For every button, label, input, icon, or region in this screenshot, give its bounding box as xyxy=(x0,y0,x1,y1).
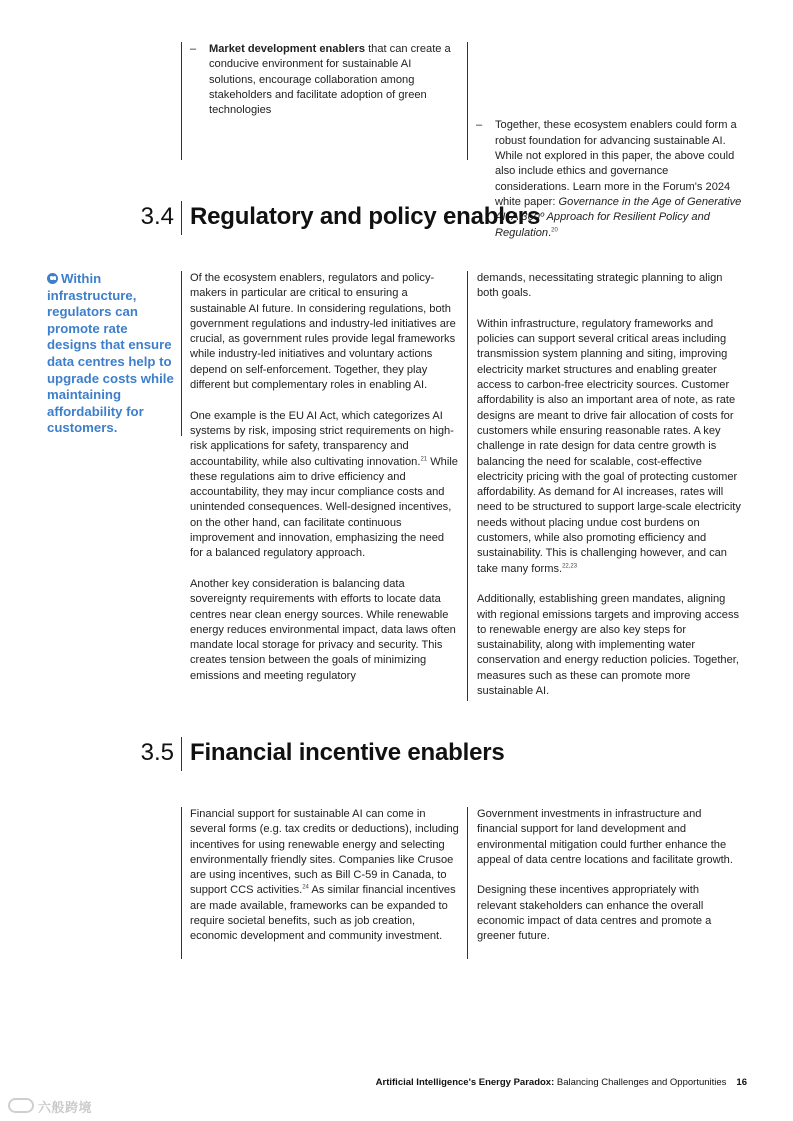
section-34-column-rule xyxy=(467,271,468,701)
section-35-title: Financial incentive enablers xyxy=(190,739,505,766)
watermark xyxy=(8,1097,92,1116)
section-34-title: Regulatory and policy enablers xyxy=(190,203,541,230)
bullet-bold-lead: Market development enablers xyxy=(209,43,365,55)
section-34-column-2 xyxy=(477,271,745,699)
section-34-heading-rule xyxy=(181,201,182,235)
paragraph: Designing these incentives appropriately with relevant stakeholders can enhance the overall economic impact of data centres and promote a greener future. xyxy=(477,884,712,943)
paragraph: Additionally, establishing green mandates, aligning with regional emissions targets and improving access to renewable energy are also key steps for sustainability, along with implementing water conservation and energy reduction policies. Together, measures such as these can promote more sustainable AI. xyxy=(477,593,740,698)
watermark-text: 六般跨境 xyxy=(38,1100,93,1115)
paragraph: Another key consideration is balancing data sovereignty requirements with efforts to locate data centres near clean energy sources. While renewable energy reduces environmental impact, data laws often mandate local storage for privacy and security. This creates tension between the goals of minimizing emissions and meeting regulatory xyxy=(190,577,456,682)
section-35-column-2 xyxy=(477,807,735,945)
section-35-number: 3.5 xyxy=(140,739,174,766)
page-number: 16 xyxy=(736,1077,747,1088)
quote-icon xyxy=(47,273,58,284)
paragraph: Financial support for sustainable AI can come in several forms (e.g. tax credits or deductions), including incentives for using renewable energy and selecting environmentally friendly sites. Companies like Crusoe are using incentives, such as Bill C-59 in Canada, to support CCS activities.$^{24}$ As similar financial incentives are made available, frameworks can be expanded to require societal benefits, such as job creation, economic development and community investment. xyxy=(190,808,459,943)
footnote-ref: 24 xyxy=(302,884,309,891)
callout-rule xyxy=(181,271,182,436)
footnote-ref: 21 xyxy=(420,455,428,462)
bullet-dash: – xyxy=(476,119,483,132)
section-35-left-rule xyxy=(181,807,182,959)
whitepaper-title: Governance in the Age of Generative AI: A 360º Approach for Resilient Policy and Regulation xyxy=(495,195,742,239)
footnote-ref: 20 xyxy=(551,226,558,233)
market-development-bullet xyxy=(181,42,461,118)
pull-quote xyxy=(47,271,175,437)
page-footer xyxy=(376,1077,747,1088)
footer-title-bold: Artificial Intelligence's Energy Paradox: xyxy=(375,1077,555,1088)
logo-mark-icon xyxy=(8,1098,34,1113)
pull-quote-text: Within infrastructure, regulators can promote rate designs that ensure data centres help to upgrade costs while maintaining affordability for customers. xyxy=(47,271,174,436)
bullet-dash: – xyxy=(190,43,197,55)
bullet-text: Together, these ecosystem enablers could form a robust foundation for advancing sustainable AI. While not explored in this paper, the above could also include ethics and governance considerations. Learn more in the Forum's 2024 white paper: xyxy=(495,119,737,208)
paragraph: demands, necessitating strategic planning to align both goals. xyxy=(477,272,723,300)
footer-title-rest: Balancing Challenges and Opportunities xyxy=(554,1077,727,1088)
section-34-column-1 xyxy=(190,271,460,684)
section-35-column-rule xyxy=(467,807,468,959)
bullet-text: that can create a conducive environment for sustainable AI solutions, encourage collaboration among stakeholders and facilitate adoption of green technologies xyxy=(209,43,451,117)
paragraph: Within infrastructure, regulatory frameworks and policies can support several critical areas including transmission system planning and siting, improving electricity market structures and enabling greater access to carbon-free electricity sources. Customer affordability is also an important area of note, as rate designs are meant to drive fair allocation of costs for customers while ensuring reasonable rates. A key challenge in rate design for data centre growth is balancing the need for scalable, cost-effective electricity pricing with the goal of protecting customer affordability. As demand for AI increases, rates will need to be structured to support large-scale electricity needs without placing undue cost burdens on customers, while also promoting efficiency and sustainability. This is challenging however, and can take many forms.$^{22,23}$ xyxy=(477,317,741,575)
paragraph: One example is the EU AI Act, which categorizes AI systems by risk, imposing strict requirements on high-risk applications for safety, transparency and accountability, while also cultivating innovation.$^{21}$ While these regulations aim to drive efficiency and accountability, they may incur compliance costs and unintended consequences. Well-designed incentives, on the other hand, can facilitate continuous improvement and innovation, emphasizing the need for a balanced regulatory approach. xyxy=(190,409,458,560)
paragraph: Government investments in infrastructure and financial support for land development and environmental mitigation could further enhance the appeal of data centre locations and facilitate growth. xyxy=(477,808,733,866)
section-35-heading-rule xyxy=(181,737,182,771)
bullet-end: . xyxy=(548,226,552,239)
footnote-ref: 22,23 xyxy=(562,562,578,569)
section-35-column-1 xyxy=(190,807,460,945)
paragraph: Of the ecosystem enablers, regulators and policy-makers in particular are critical to ensuring a sustainable AI future. In considering regulations, both government regulations and industry-led initiatives are crucial, as government rules provide legal frameworks while industry-led initiatives and voluntary actions depend on self-enforcement. Together, they play different but complementary roles in enabling AI. xyxy=(190,272,456,392)
section-34-number: 3.4 xyxy=(140,203,174,230)
